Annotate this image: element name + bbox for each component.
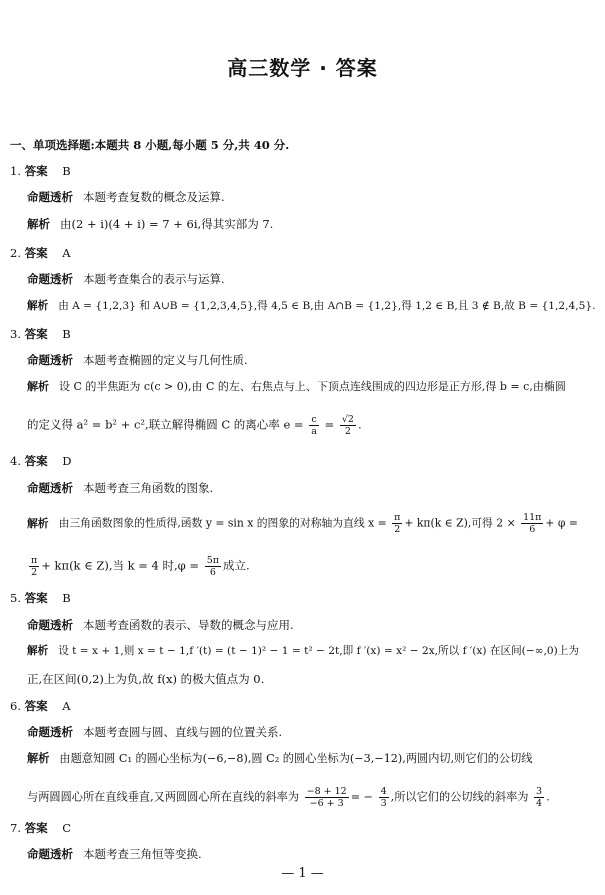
q3-analysis-text-1: 设 C 的半焦距为 c(c > 0),由 C 的左、右焦点与上、下顶点连线围成的四边形是正方形,得 b = c,由椭圆: [59, 380, 566, 393]
q7-insight: [27, 846, 202, 862]
insight-label: 命题透析: [27, 272, 73, 286]
q3-number: 3.: [10, 327, 21, 341]
q1-answer: B: [62, 164, 71, 178]
q1-answer-line: [10, 163, 71, 179]
fraction-5pi-over-6: $\frac{5\pi}{6}$: [206, 555, 219, 578]
q5-answer: B: [62, 591, 71, 605]
fraction-4-over-3: $\frac{4}{3}$: [380, 786, 387, 809]
answer-label: 答案: [24, 246, 48, 260]
q6-analysis-line2: 与两圆圆心所在直线垂直,又两圆圆心所在直线的斜率为 $\frac{-8 + 12}{-6 + 3}$ = − $\frac{4}{3}$ ,所以它们的公切线的斜率为 $\frac{3}{4}$ .: [27, 786, 550, 809]
q4-insight-text: 本题考查三角函数的图象.: [83, 481, 214, 495]
q5-insight: [27, 617, 294, 633]
answer-label: 答案: [24, 327, 48, 341]
q6-answer: A: [62, 699, 71, 713]
answer-label: 答案: [24, 699, 48, 713]
fraction-slope: $\frac{-8 + 12}{-6 + 3}$: [306, 786, 347, 809]
q2-analysis: [27, 298, 595, 314]
fraction-pi-over-2: $\frac{\pi}{2}$: [31, 555, 38, 578]
answer-label: 答案: [24, 454, 48, 468]
q6-insight: [27, 724, 282, 740]
section-heading: 一、单项选择题:本题共 8 小题,每小题 5 分,共 40 分.: [10, 138, 290, 152]
q2-answer-line: [10, 245, 71, 261]
q4-analysis-line1: 解析 由三角函数图象的性质得,函数 y = sin x 的图象的对称轴为直线 x = $\frac{\pi}{2}$ + kπ(k ∈ Z),可得 2 × $\frac{11\pi}{6}$ + φ =: [27, 512, 578, 535]
q5-analysis-line1: [27, 643, 579, 659]
insight-label: 命题透析: [27, 847, 73, 861]
page-title: 高三数学 · 答案: [227, 56, 378, 80]
q4-answer: D: [62, 454, 72, 468]
q7-answer-line: [10, 820, 71, 836]
q5-answer-line: [10, 590, 71, 606]
q1-analysis-text: 由(2 + i)(4 + i) = 7 + 6i,得其实部为 7.: [60, 217, 274, 231]
q2-number: 2.: [10, 246, 21, 260]
q3-insight: [27, 352, 248, 368]
q6-analysis-text-1: 由题意知圆 C₁ 的圆心坐标为(−6,−8),圆 C₂ 的圆心坐标为(−3,−12),两圆内切,则它们的公切线: [59, 752, 533, 765]
q4-analysis-line2: $\frac{\pi}{2}$ + kπ(k ∈ Z),当 k = 4 时,φ = $\frac{5\pi}{6}$ 成立.: [31, 555, 250, 578]
fraction-c-over-a: $\frac{c}{a}$: [311, 414, 317, 437]
q2-insight: [27, 271, 225, 287]
q3-answer-line: [10, 326, 71, 342]
q6-number: 6.: [10, 699, 21, 713]
q3-analysis-line2: 的定义得 a² = b² + c²,联立解得椭圆 C 的离心率 e = $\frac{c}{a}$ = $\frac{√2}{2}$ .: [27, 414, 362, 437]
q4-number: 4.: [10, 454, 21, 468]
q5-analysis-text-1: 设 t = x + 1,则 x = t − 1,f ′(t) = (t − 1)² − 1 = t² − 2t,即 f ′(x) = x² − 2x,所以 f ′(x) 在区间(−∞,0)上为: [58, 645, 579, 657]
fraction-3-over-4: $\frac{3}{4}$: [536, 786, 543, 809]
q6-answer-line: [10, 698, 71, 714]
q1-insight-text: 本题考查复数的概念及运算.: [83, 190, 225, 204]
analysis-label: 解析: [27, 217, 50, 231]
q6-analysis-line1: [27, 750, 532, 767]
analysis-label: 解析: [27, 300, 49, 312]
q5-number: 5.: [10, 591, 21, 605]
fraction-pi-over-2: $\frac{\pi}{2}$: [394, 512, 401, 535]
q6-insight-text: 本题考查圆与圆、直线与圆的位置关系.: [83, 725, 283, 739]
q2-answer: A: [62, 246, 71, 260]
analysis-label: 解析: [27, 380, 49, 393]
q7-number: 7.: [10, 821, 21, 835]
q5-insight-text: 本题考查函数的表示、导数的概念与应用.: [83, 618, 294, 632]
q2-analysis-text: 由 A = {1,2,3} 和 A∪B = {1,2,3,4,5},得 4,5 ∈ B,由 A∩B = {1,2},得 1,2 ∈ B,且 3 ∉ B,故 B = {1,2,4,5}.: [58, 300, 596, 312]
page-number: — 1 —: [281, 866, 324, 881]
q7-answer: C: [62, 821, 72, 835]
analysis-label: 解析: [27, 645, 49, 657]
analysis-label: 解析: [27, 751, 50, 765]
fraction-root2-over-2: $\frac{√2}{2}$: [341, 414, 354, 437]
q4-answer-line: [10, 453, 72, 469]
answer-label: 答案: [24, 821, 48, 835]
q3-analysis-text-2: 的定义得 a² = b² + c²,联立解得椭圆 C 的离心率 e =: [27, 417, 304, 432]
q3-insight-text: 本题考查椭圆的定义与几何性质.: [83, 353, 248, 367]
insight-label: 命题透析: [27, 618, 73, 632]
analysis-label: 解析: [27, 516, 49, 530]
q7-insight-text: 本题考查三角恒等变换.: [83, 847, 202, 861]
fraction-11pi-over-6: $\frac{11\pi}{6}$: [523, 512, 542, 535]
answer-label: 答案: [24, 164, 48, 178]
insight-label: 命题透析: [27, 481, 73, 495]
q3-analysis-line1: [27, 379, 566, 395]
q1-insight: [27, 189, 225, 205]
q1-number: 1.: [10, 164, 21, 178]
q5-analysis-line2: 正,在区间(0,2)上为负,故 f(x) 的极大值点为 0.: [27, 672, 265, 686]
q3-answer: B: [62, 327, 71, 341]
q2-insight-text: 本题考查集合的表示与运算.: [83, 272, 225, 286]
insight-label: 命题透析: [27, 725, 73, 739]
q1-analysis: [27, 216, 273, 232]
insight-label: 命题透析: [27, 353, 73, 367]
q4-insight: [27, 480, 213, 496]
answer-label: 答案: [24, 591, 48, 605]
insight-label: 命题透析: [27, 190, 73, 204]
